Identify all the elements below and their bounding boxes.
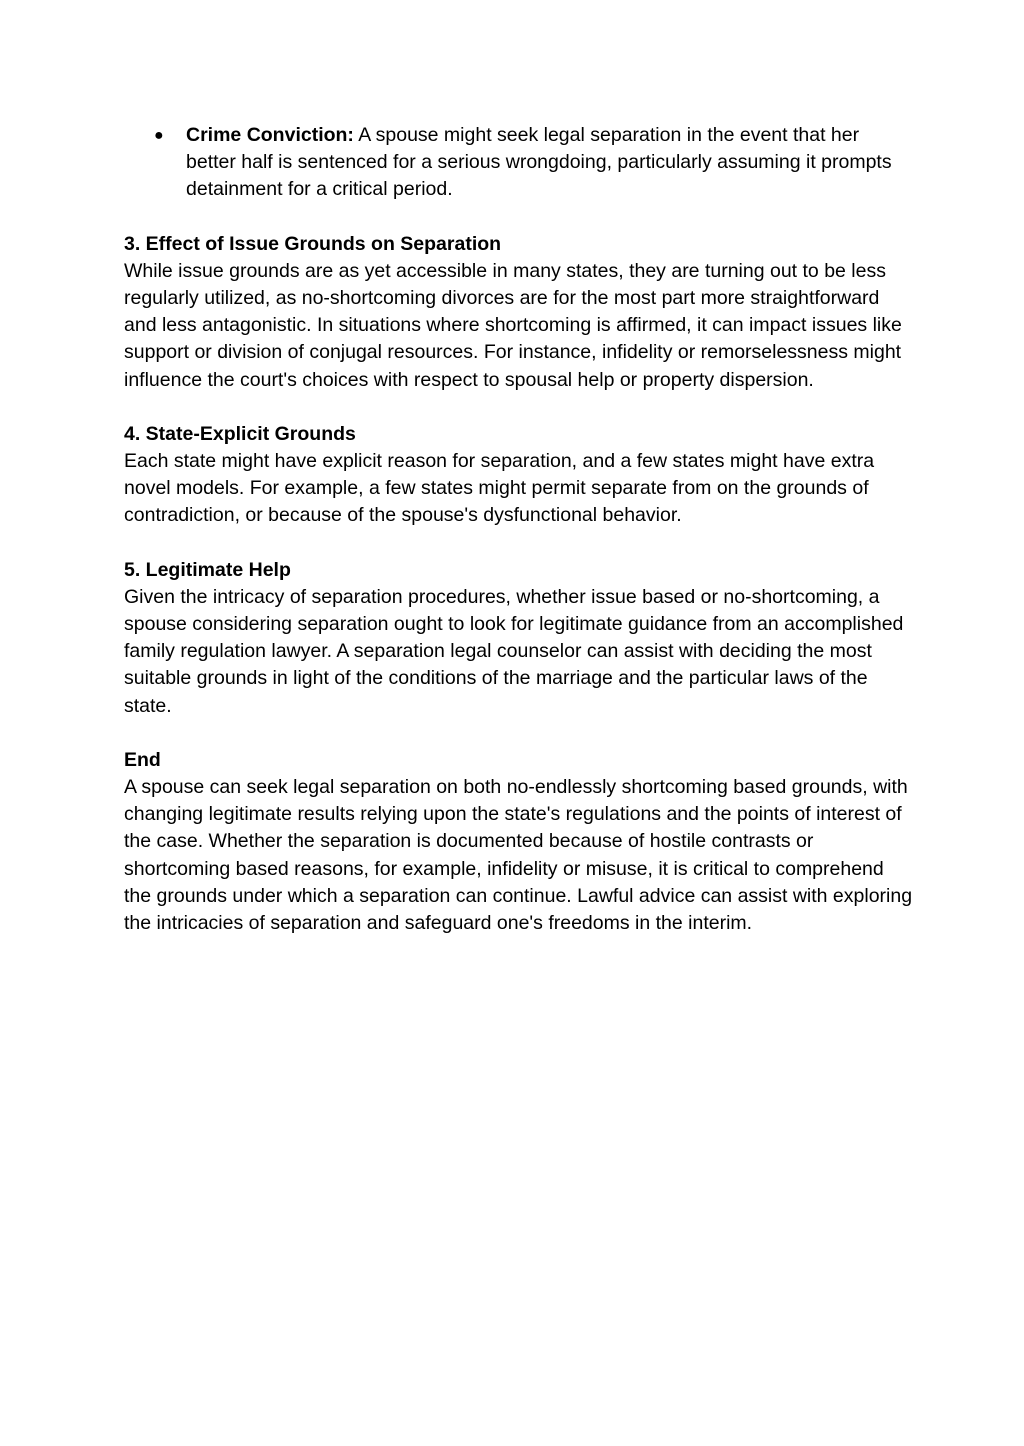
bullet-item-crime-conviction [124,122,914,204]
section-heading: 5. Legitimate Help [124,558,291,581]
bullet-text: A spouse might seek legal separation in the event that her better half is sentenced for a serious wrongdoing, particularly assuming it prompts detainment for a critical period. [186,124,892,201]
document-content [124,122,914,964]
section-body: A spouse can seek legal separation on both no-endlessly shortcoming based grounds, with changing legitimate results relying upon the state's regulations and the points of interest of the case. Whether the separation is documented because of hostile contrasts or shortcoming based reasons, for example, infidelity or misuse, it is critical to comprehend the grounds under which a separation can continue. Lawful advice can assist with exploring the intricacies of separation and safeguard one's freedoms in the interim. [124,776,913,935]
section-heading: 4. State-Explicit Grounds [124,422,356,445]
section-body: Each state might have explicit reason for separation, and a few states might have extra novel models. For example, a few states might permit separate from on the grounds of contradiction, or because of the spouse's dysfunctional behavior. [124,450,875,527]
section-state-explicit-grounds [124,421,914,530]
section-body: Given the intricacy of separation procedures, whether issue based or no-shortcoming, a spouse considering separation ought to look for legitimate guidance from an accomplished family regulation lawyer. A separation legal counselor can assist with deciding the most suitable grounds in light of the conditions of the marriage and the particular laws of the state. [124,585,904,717]
section-end [124,747,914,937]
section-heading: End [124,748,161,771]
section-legitimate-help [124,557,914,720]
bullet-label: Crime Conviction: [186,124,354,146]
bullet-dot-icon: ● [154,127,164,144]
section-heading: 3. Effect of Issue Grounds on Separation [124,232,502,255]
section-body: While issue grounds are as yet accessible in many states, they are turning out to be less regularly utilized, as no-shortcoming divorces are for the most part more straightforward and less antagonistic. In situations where shortcoming is affirmed, it can impact issues like support or division of conjugal resources. For instance, infidelity or remorselessness might influence the court's choices with respect to spousal help or property dispersion. [124,259,902,391]
section-effect-of-issue-grounds [124,231,914,394]
